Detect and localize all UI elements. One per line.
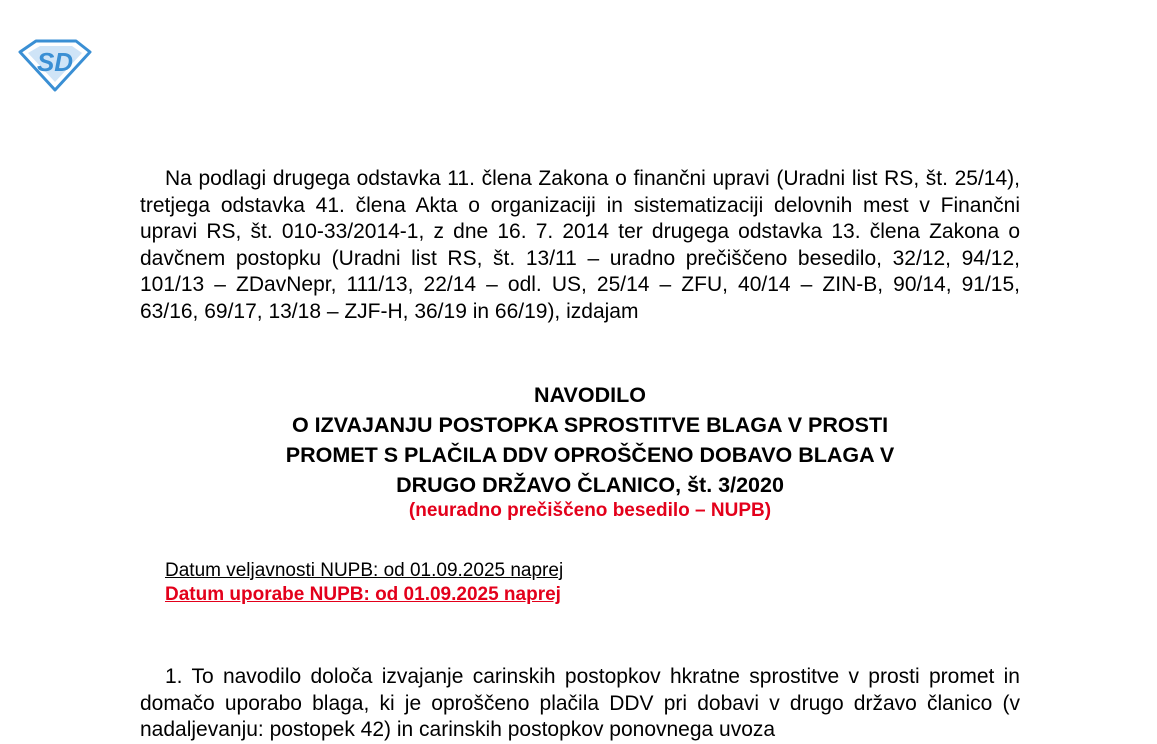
title-line-2: O IZVAJANJU POSTOPKA SPROSTITVE BLAGA V PROSTI xyxy=(291,413,889,437)
usage-date: Datum uporabe NUPB: od 01.09.2025 naprej xyxy=(165,584,561,605)
validity-date: Datum veljavnosti NUPB: od 01.09.2025 naprej xyxy=(165,560,564,581)
title-line-4: DRUGO DRŽAVO ČLANICO, št. 3/2020 xyxy=(396,473,784,497)
title-line-3: PROMET S PLAČILA DDV OPROŠČENO DOBAVO BLAGA V xyxy=(285,443,895,467)
financial-administration-logo xyxy=(18,38,92,92)
intro-paragraph: Na podlagi drugega odstavka 11. člena Zakona o finančni upravi (Uradni list RS, št. 25/14), tretjega odstavka 41. člena Akta o organizaciji in sistematizaciji delovnih mest v Finančni upravi RS, št. 010-33/2014-1, z dne 16. 7. 2014 ter drugega odstavka 13. člena Zakona o davčnem postopku (Uradni list RS, št. 13/11 – uradno prečiščeno besedilo, 32/12, 94/12, 101/13 – ZDavNepr, 111/13, 22/14 – odl. US, 25/14 – ZFU, 40/14 – ZIN-B, 90/14, 91/15, 63/16, 69/17, 13/18 – ZJF-H, 36/19 in 66/19), izdajam xyxy=(140,167,1020,323)
document-subtitle: (neuradno prečiščeno besedilo – NUPB) xyxy=(408,500,772,521)
title-line-1: NAVODILO xyxy=(534,383,646,407)
dates-block xyxy=(165,559,563,607)
logo-text: SD xyxy=(36,47,74,77)
document-title xyxy=(150,380,1030,522)
paragraph-1: 1. To navodilo določa izvajanje carinskih postopkov hkratne sprostitve v prosti promet in domačo uporabo blaga, ki je oproščeno plačila DDV pri dobavi v drugo državo članico (v nadaljevanju: postopek 42) in carinskih postopkov ponovnega uvoza xyxy=(140,665,1020,742)
